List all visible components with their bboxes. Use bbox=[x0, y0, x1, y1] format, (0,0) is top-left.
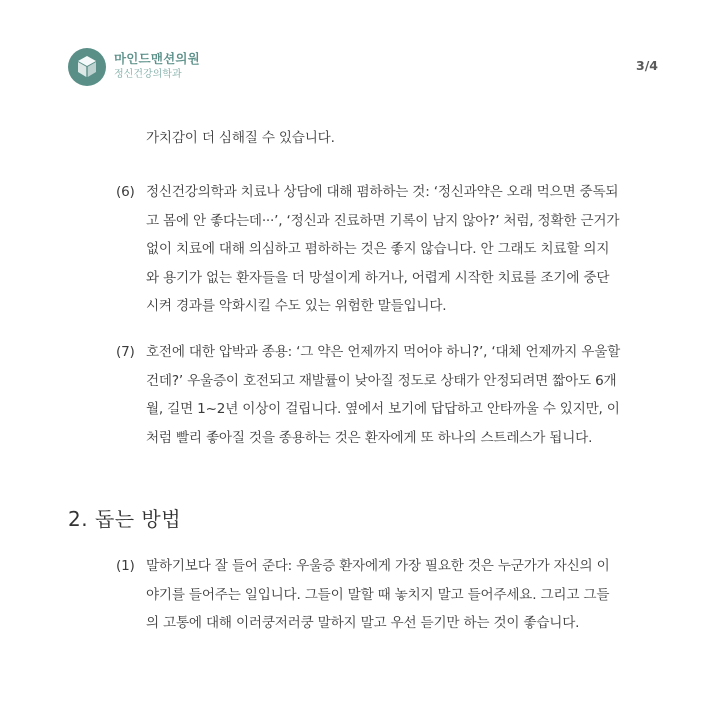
paragraph-line: 시켜 경과를 악화시킬 수도 있는 위험한 말들입니다. bbox=[146, 298, 447, 314]
paragraph-line: 월, 길면 1~2년 이상이 걸립니다. 옆에서 보기에 답답하고 안타까울 수 있지만, 이 bbox=[146, 401, 620, 417]
paragraph-line: 호전에 대한 압박과 종용: ‘그 약은 언제까지 먹어야 하니?’, ‘대체 언제까지 우울할 bbox=[146, 344, 621, 360]
item-number: (6) bbox=[116, 184, 135, 200]
paragraph-line: 말하기보다 잘 들어 준다: 우울증 환자에게 가장 필요한 것은 누군가가 자신의 이 bbox=[146, 558, 610, 574]
item-number: (7) bbox=[116, 344, 135, 360]
paragraph-line: 처럼 빨리 좋아질 것을 종용하는 것은 환자에게 또 하나의 스트레스가 됩니다. bbox=[146, 429, 593, 446]
item-number: (1) bbox=[116, 558, 135, 574]
section-title: 2. 돕는 방법 bbox=[68, 507, 182, 531]
page-indicator: 3/4 bbox=[636, 58, 658, 73]
list-item-1 bbox=[116, 552, 610, 638]
paragraph-line: 의 고통에 대해 이러쿵저러쿵 말하지 말고 우선 듣기만 하는 것이 좋습니다. bbox=[146, 615, 580, 631]
intro-paragraph bbox=[146, 124, 335, 153]
paragraph-line: 야기를 들어주는 일입니다. 그들이 말할 때 놓치지 말고 들어주세요. 그리고 그들 bbox=[146, 586, 610, 603]
cube-logo-icon bbox=[68, 48, 106, 86]
paragraph-line: 가치감이 더 심해질 수 있습니다. bbox=[146, 130, 335, 146]
list-item-6 bbox=[116, 178, 620, 321]
clinic-name: 마인드맨션의원 bbox=[114, 51, 200, 66]
list-item-7 bbox=[116, 338, 621, 452]
clinic-subtitle: 정신건강의학과 bbox=[114, 69, 182, 80]
paragraph-line: 없이 치료에 대해 의심하고 폄하하는 것은 좋지 않습니다. 안 그래도 치료할 의지 bbox=[146, 241, 610, 257]
brand-block bbox=[114, 51, 200, 82]
paragraph-line: 건데?’ 우울증이 호전되고 재발률이 낮아질 정도로 상태가 안정되려면 짧아도 6개 bbox=[146, 372, 617, 389]
paragraph-line: 와 용기가 없는 환자들을 더 망설이게 하거나, 어렵게 시작한 치료를 조기에 중단 bbox=[146, 269, 610, 286]
page-header bbox=[68, 48, 658, 88]
paragraph-line: 고 몸에 안 좋다는데···’, ‘정신과 진료하면 기록이 남지 않아?’ 처럼, 정확한 근거가 bbox=[146, 212, 620, 229]
paragraph-line: 정신건강의학과 치료나 상담에 대해 폄하하는 것: ‘정신과약은 오래 먹으면 중독되 bbox=[146, 184, 619, 200]
